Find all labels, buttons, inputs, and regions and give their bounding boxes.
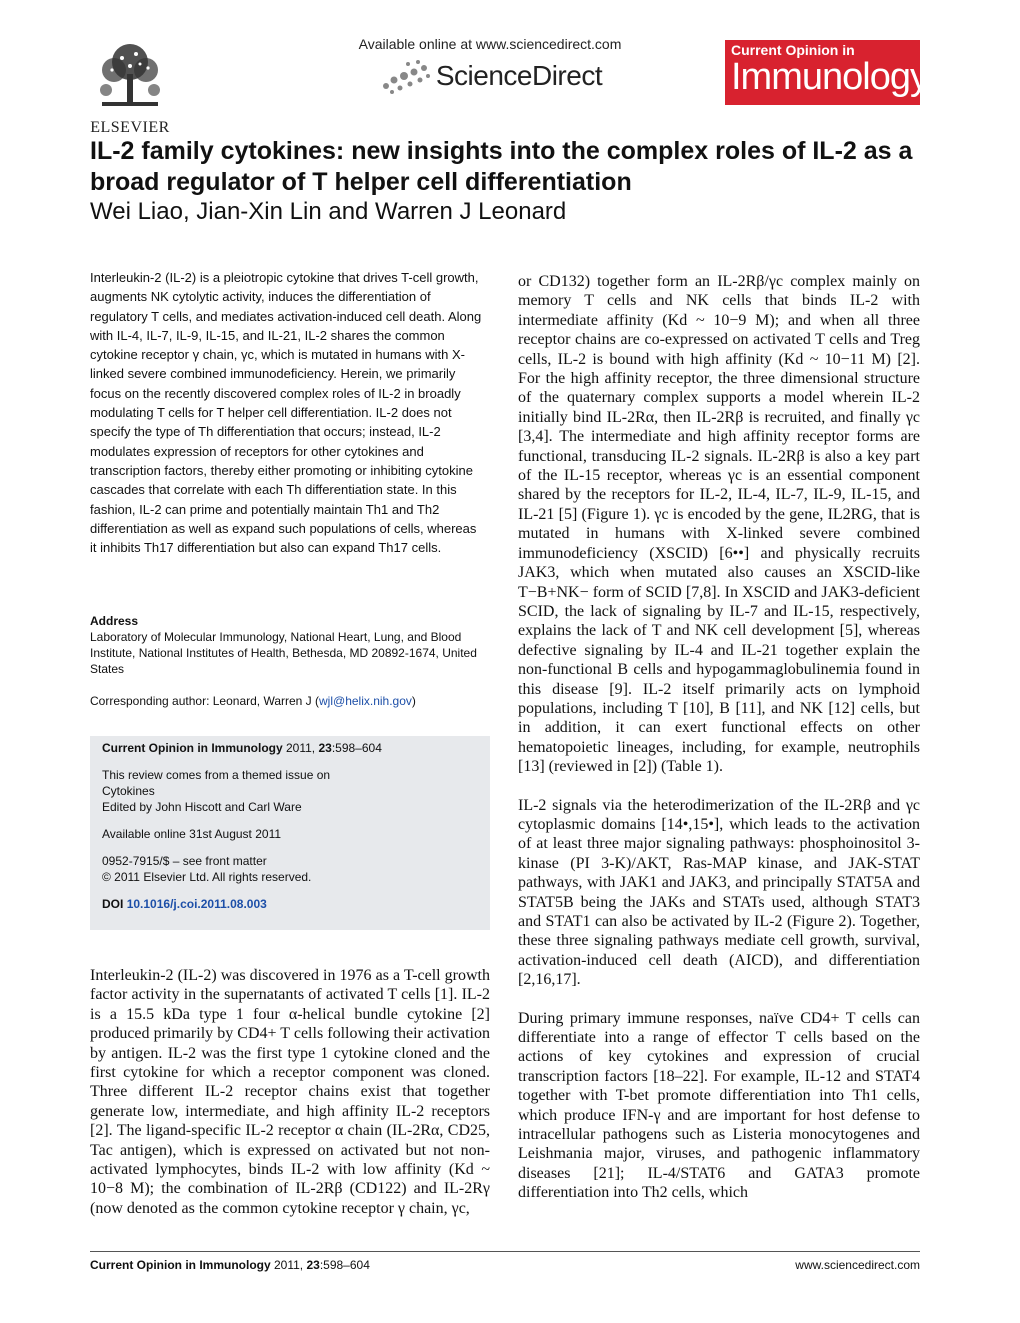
journal-banner-line2: Immunology: [731, 56, 928, 98]
body-paragraph-3: IL-2 signals via the heterodimerization of the IL-2Rβ and γc cytoplasmic domains [14•,15•], which leads to the activation of at least three major signaling pathways: phosphoinositol 3-kinase (PI 3-K)/AKT, Ras-MAP kinase, and JAK-STAT pathways, with JAK1 and JAK3, and principally STAT5A and STAT5B being the JAKs and STATs used, although STAT3 and STAT1 can also be activated by IL-2 (Figure 2). Together, these three signaling pathways mediate cell growth, survival, activation-induced cell death (AICD), and differentiation [2,16,17].: [518, 796, 920, 989]
body-column-left: [90, 966, 490, 1218]
address-text: Laboratory of Molecular Immunology, National Heart, Lung, and Blood Institute, National Institutes of Health, Bethesda, MD 20892-1674, United States: [90, 630, 477, 676]
footer-journal: Current Opinion in Immunology: [90, 1258, 271, 1272]
info-copyright: © 2011 Elsevier Ltd. All rights reserved.: [102, 870, 312, 884]
publisher-name: ELSEVIER: [90, 119, 170, 136]
address-heading: Address: [90, 614, 139, 628]
corresponding-close: ): [411, 694, 416, 708]
footer-pages: :598–604: [319, 1258, 370, 1272]
info-issn: 0952-7915/$ – see front matter: [102, 854, 267, 868]
info-citation: [102, 740, 478, 756]
article-info-box: [90, 736, 490, 930]
article-authors: Wei Liao, Jian-Xin Lin and Warren J Leonard: [90, 198, 567, 225]
info-editors: Edited by John Hiscott and Carl Ware: [102, 800, 302, 814]
footer-divider: [90, 1251, 920, 1252]
sciencedirect-dots-icon: [378, 56, 434, 96]
journal-banner-line1: Current Opinion in: [731, 42, 855, 58]
sciencedirect-brand[interactable]: [340, 56, 640, 96]
sciencedirect-wordmark: ScienceDirect: [435, 60, 603, 91]
body-paragraph-4: During primary immune responses, naïve CD4+ T cells can differentiate into a range of effector T cells based on the actions of key cytokines and expression of crucial transcription factors [18–22]. For example, IL-12 and STAT4 together with T-bet promote differentiation into Th1 cells, which produce IFN-γ and are important for host defense to intracellular pathogens such as Listeria monocytogenes and Leishmania major, viruses, and pathogenic inflammatory diseases [21]; IL-4/STAT6 and GATA3 promote differentiation into Th2 cells, which: [518, 1009, 920, 1202]
body-paragraph-2: or CD132) together form an IL-2Rβ/γc complex mainly on memory T cells and NK cells that binds IL-2 with intermediate affinity (Kd ~ 10−9 M); and when all three receptor chains are co-expressed on activated T cells and Treg cells, IL-2 is bound with high affinity (Kd ~ 10−11 M) [2]. For the high affinity receptor, the three dimensional structure of the quaternary complex supports a model wherein IL-2 initially bind IL-2Rα, then IL-2Rβ is recruited, and finally γc [3,4]. The intermediate and high affinity receptor forms are functional, transducing IL-2 signals. IL-2Rβ is also a key part of the IL-15 receptor, whereas γc is an essential component shared by the receptors for IL-2, IL-4, IL-7, IL-9, IL-15, and IL-21 [5] (Figure 1). γc is encoded by the gene, IL2RG, that is mutated in humans with X-linked severe combined immunodeficiency (XSCID) [6••] and physically recruits JAK3, which when mutated also causes an XSCID-like T−B+NK− form of SCID [7,8]. In XSCID and JAK3-deficient SCID, the lack of signaling by IL-7 and IL-15, respectively, explains the lack of T and NK cell development [5], whereas defective signaling by IL-4 and IL-21 together explain the non-functional B cells and hypogammaglobulinemia found in this disease [9]. IL-2 itself primarily acts on lymphoid populations, including T [10], B [11], and NK [12] cells, but in addition, it can exert functional effects on other hematopoietic lineages, including, for example, neutrophils [13] (reviewed in [2]) (Table 1).: [518, 273, 920, 776]
corresponding-author: [90, 694, 490, 708]
elsevier-logo: [86, 40, 174, 136]
footer-url[interactable]: www.sciencedirect.com: [795, 1258, 920, 1272]
journal-banner: [725, 40, 928, 105]
info-journal: Current Opinion in Immunology: [102, 741, 283, 755]
info-available: Available online 31st August 2011: [102, 827, 282, 841]
elsevier-tree-icon: [92, 40, 168, 112]
available-online-text[interactable]: Available online at www.sciencedirect.com: [358, 36, 622, 52]
author-email-link[interactable]: wjl@helix.nih.gov: [319, 694, 412, 708]
article-title: IL-2 family cytokines: new insights into the complex roles of IL-2 as a broad regulator of T helper cell differentiation: [90, 137, 913, 196]
corresponding-label: Corresponding author: Leonard, Warren J (: [90, 694, 320, 708]
info-themed-topic: Cytokines: [102, 784, 155, 798]
info-doi-label: DOI: [102, 897, 124, 911]
body-paragraph-1: Interleukin-2 (IL-2) was discovered in 1976 as a T-cell growth factor activity in the supernatants of activated T cells [1]. IL-2 is a 15.5 kDa type 1 four α-helical bundle cytokine [2] produced primarily by CD4+ T cells following their activation by antigen. IL-2 was the first type 1 cytokine cloned and the first cytokine for which a receptor component was cloned. Three different IL-2 receptor chains exist that together generate low, intermediate, and high affinity IL-2 receptors [2]. The ligand-specific IL-2 receptor α chain (IL-2Rα, CD25, Tac antigen), which is expressed on activated but not non-activated lymphocytes, binds IL-2 with low affinity (Kd ~ 10−8 M); the combination of IL-2Rβ (CD122) and IL-2Rγ (now denoted as the common cytokine receptor γ chain, γc,: [90, 967, 490, 1217]
abstract: Interleukin-2 (IL-2) is a pleiotropic cytokine that drives T-cell growth, augments NK cytolytic activity, induces the differentiation of regulatory T cells, and mediates activation-induced cell death. Along with IL-4, IL-7, IL-9, IL-15, and IL-21, IL-2 shares the common cytokine receptor γ chain, γc, which is mutated in humans with X-linked severe combined immunodeficiency. Herein, we primarily focus on the recently discovered complex roles of IL-2 in broadly modulating T cells for T helper cell differentiation. IL-2 does not specify the type of Th differentiation that occurs; instead, IL-2 modulates expression of receptors for other cytokines and transcription factors, thereby either promoting or inhibiting cytokine cascades that correlate with each Th differentiation state. In this fashion, IL-2 can prime and potentially maintain Th1 and Th2 differentiation as well as expand such populations of cells, whereas it inhibits Th17 differentiation but also can expand Th17 cells.: [90, 270, 482, 556]
body-column-right: [518, 272, 920, 1222]
footer-year: 2011,: [270, 1258, 307, 1272]
sciencedirect-header: [340, 36, 640, 96]
info-doi-link[interactable]: 10.1016/j.coi.2011.08.003: [126, 897, 267, 911]
info-doi: [102, 896, 478, 912]
info-year: 2011,: [282, 741, 319, 755]
footer-citation: [90, 1258, 370, 1272]
footer-volume: 23: [306, 1258, 320, 1272]
info-volume: 23: [318, 741, 332, 755]
info-themed-issue: This review comes from a themed issue on: [102, 768, 331, 782]
info-pages: :598–604: [331, 741, 382, 755]
